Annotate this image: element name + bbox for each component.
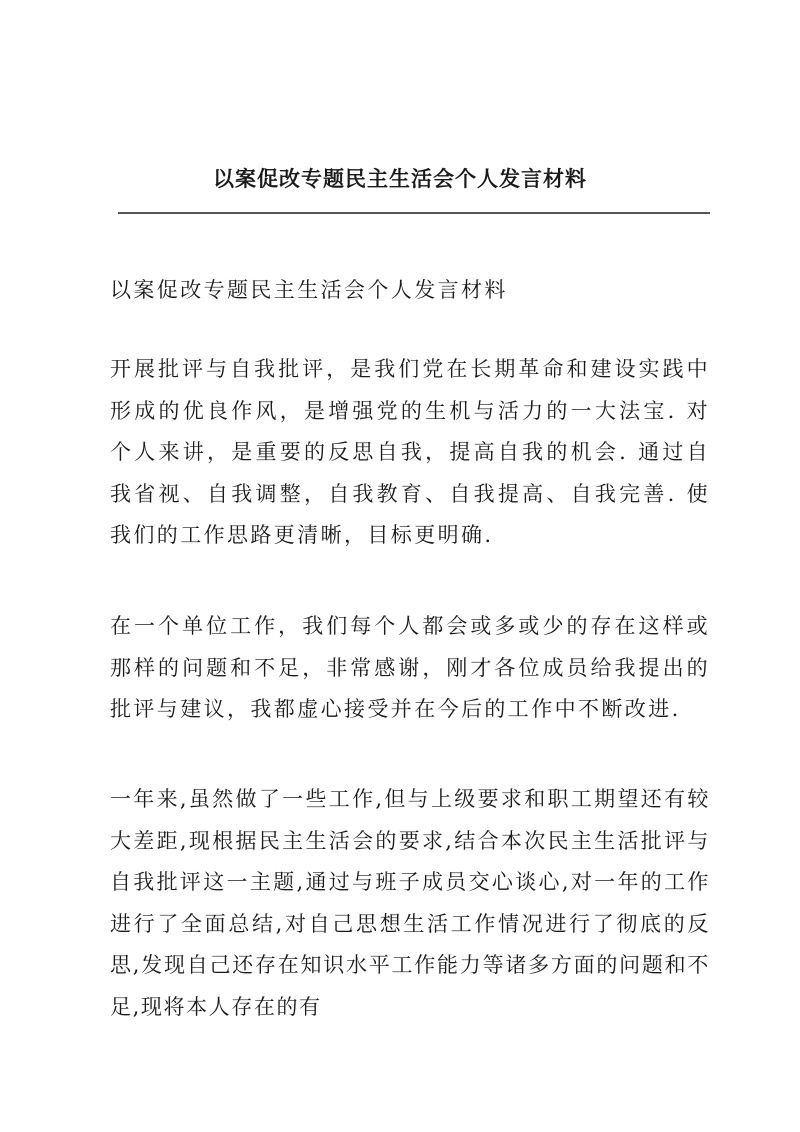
paragraph-2: 在一个单位工作，我们每个人都会或多或少的存在这样或那样的问题和不足，非常感谢，刚才各位成员给我提出的批评与建议，我都虚心接受并在今后的工作中不断改进. <box>110 614 710 721</box>
paragraph-1: 开展批评与自我批评，是我们党在长期革命和建设实践中形成的优良作风，是增强党的生机与活力的一大法宝. 对个人来讲，是重要的反思自我，提高自我的机会. 通过自我省视、自我调整，自我教育、自我提高、自我完善. 使我们的工作思路更清晰，目标更明确. <box>110 357 710 547</box>
title-divider <box>118 212 710 214</box>
page-title: 以案促改专题民主生活会个人发言材料 <box>213 166 587 191</box>
paragraph-3: 一年来,虽然做了一些工作,但与上级要求和职工期望还有较大差距,现根据民主生活会的要求,结合本次民主生活批评与自我批评这一主题,通过与班子成员交心谈心,对一年的工作进行了全面总结,对自己思想生活工作情况进行了彻底的反思,发现自己还存在知识水平工作能力等诸多方面的问题和不足,现将本人存在的有 <box>110 787 710 1019</box>
document-subtitle: 以案促改专题民主生活会个人发言材料 <box>110 278 508 302</box>
